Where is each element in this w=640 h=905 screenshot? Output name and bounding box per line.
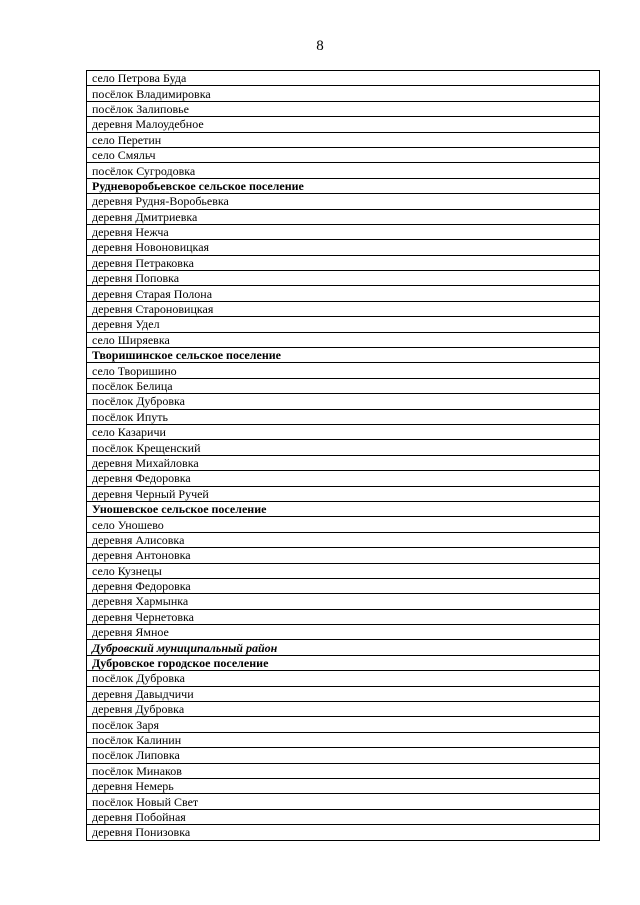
settlement-name-cell: деревня Староновицкая [87,301,600,316]
settlement-name-cell: посёлок Крещенский [87,440,600,455]
settlement-group-name-cell: Дубровское городское поселение [87,655,600,670]
settlement-name-cell: посёлок Минаков [87,763,600,778]
settlement-name-cell: посёлок Заря [87,717,600,732]
table-row [87,794,600,809]
settlements-table-body [87,71,600,841]
table-row [87,609,600,624]
settlement-name-cell: деревня Нежча [87,224,600,239]
settlement-name-cell: село Петрова Буда [87,71,600,86]
settlement-name-cell: село Перетин [87,132,600,147]
settlement-group-name-cell: Уношевское сельское поселение [87,501,600,516]
settlement-name-cell: деревня Федоровка [87,471,600,486]
table-row [87,671,600,686]
table-row [87,240,600,255]
table-row [87,825,600,840]
settlement-name-cell: деревня Дмитриевка [87,209,600,224]
table-row [87,132,600,147]
table-row [87,147,600,162]
settlement-name-cell: деревня Хармынка [87,594,600,609]
settlement-name-cell: деревня Поповка [87,271,600,286]
table-row [87,548,600,563]
settlement-name-cell: посёлок Сугродовка [87,163,600,178]
table-row [87,732,600,747]
settlement-name-cell: деревня Немерь [87,778,600,793]
settlement-name-cell: деревня Михайловка [87,455,600,470]
settlement-name-cell: деревня Побойная [87,809,600,824]
table-row [87,717,600,732]
settlement-name-cell: деревня Ямное [87,625,600,640]
table-row [87,748,600,763]
settlement-name-cell: деревня Рудня-Воробьевка [87,194,600,209]
table-row [87,424,600,439]
table-row [87,101,600,116]
settlement-name-cell: деревня Новоновицкая [87,240,600,255]
settlement-name-cell: село Ширяевка [87,332,600,347]
table-row [87,117,600,132]
settlement-name-cell: посёлок Новый Свет [87,794,600,809]
district-name-cell: Дубровский муниципальный район [87,640,600,655]
settlement-name-cell: посёлок Владимировка [87,86,600,101]
settlement-name-cell: посёлок Залиповье [87,101,600,116]
table-row [87,702,600,717]
table-row [87,332,600,347]
settlement-name-cell: деревня Чернетовка [87,609,600,624]
table-row [87,778,600,793]
settlement-name-cell: деревня Дубровка [87,702,600,717]
table-row [87,163,600,178]
table-row [87,409,600,424]
table-row [87,255,600,270]
table-row [87,194,600,209]
table-row [87,271,600,286]
table-row [87,440,600,455]
settlement-name-cell: деревня Черный Ручей [87,486,600,501]
settlement-name-cell: село Казаричи [87,424,600,439]
table-row [87,286,600,301]
settlement-name-cell: деревня Малоудебное [87,117,600,132]
table-row [87,317,600,332]
settlement-name-cell: село Смяльч [87,147,600,162]
settlements-table [86,70,600,841]
settlement-name-cell: посёлок Дубровка [87,671,600,686]
table-row [87,209,600,224]
table-row [87,86,600,101]
settlement-name-cell: деревня Антоновка [87,548,600,563]
settlement-name-cell: село Уношево [87,517,600,532]
table-row [87,394,600,409]
settlement-name-cell: деревня Понизовка [87,825,600,840]
table-row [87,763,600,778]
settlement-name-cell: деревня Федоровка [87,578,600,593]
table-row [87,563,600,578]
table-row [87,301,600,316]
table-row [87,686,600,701]
settlement-group-header-row [87,501,600,516]
settlement-name-cell: посёлок Дубровка [87,394,600,409]
table-row [87,532,600,547]
table-row [87,625,600,640]
settlement-group-header-row [87,178,600,193]
settlement-name-cell: деревня Алисовка [87,532,600,547]
table-row [87,455,600,470]
settlement-group-name-cell: Рудневоробьевское сельское поселение [87,178,600,193]
settlement-name-cell: деревня Петраковка [87,255,600,270]
table-row [87,486,600,501]
table-row [87,378,600,393]
district-header-row [87,640,600,655]
settlement-group-header-row [87,348,600,363]
settlement-name-cell: посёлок Липовка [87,748,600,763]
table-row [87,809,600,824]
table-row [87,578,600,593]
settlement-group-name-cell: Творишинское сельское поселение [87,348,600,363]
settlement-name-cell: посёлок Ипуть [87,409,600,424]
settlement-name-cell: село Творишино [87,363,600,378]
settlement-group-header-row [87,655,600,670]
settlement-name-cell: посёлок Калинин [87,732,600,747]
table-row [87,517,600,532]
settlement-name-cell: село Кузнецы [87,563,600,578]
table-row [87,471,600,486]
table-row [87,224,600,239]
table-row [87,363,600,378]
table-row [87,71,600,86]
settlement-name-cell: посёлок Белица [87,378,600,393]
settlement-name-cell: деревня Давыдчичи [87,686,600,701]
settlement-name-cell: деревня Удел [87,317,600,332]
settlement-name-cell: деревня Старая Полона [87,286,600,301]
page-number: 8 [316,38,324,54]
table-row [87,594,600,609]
